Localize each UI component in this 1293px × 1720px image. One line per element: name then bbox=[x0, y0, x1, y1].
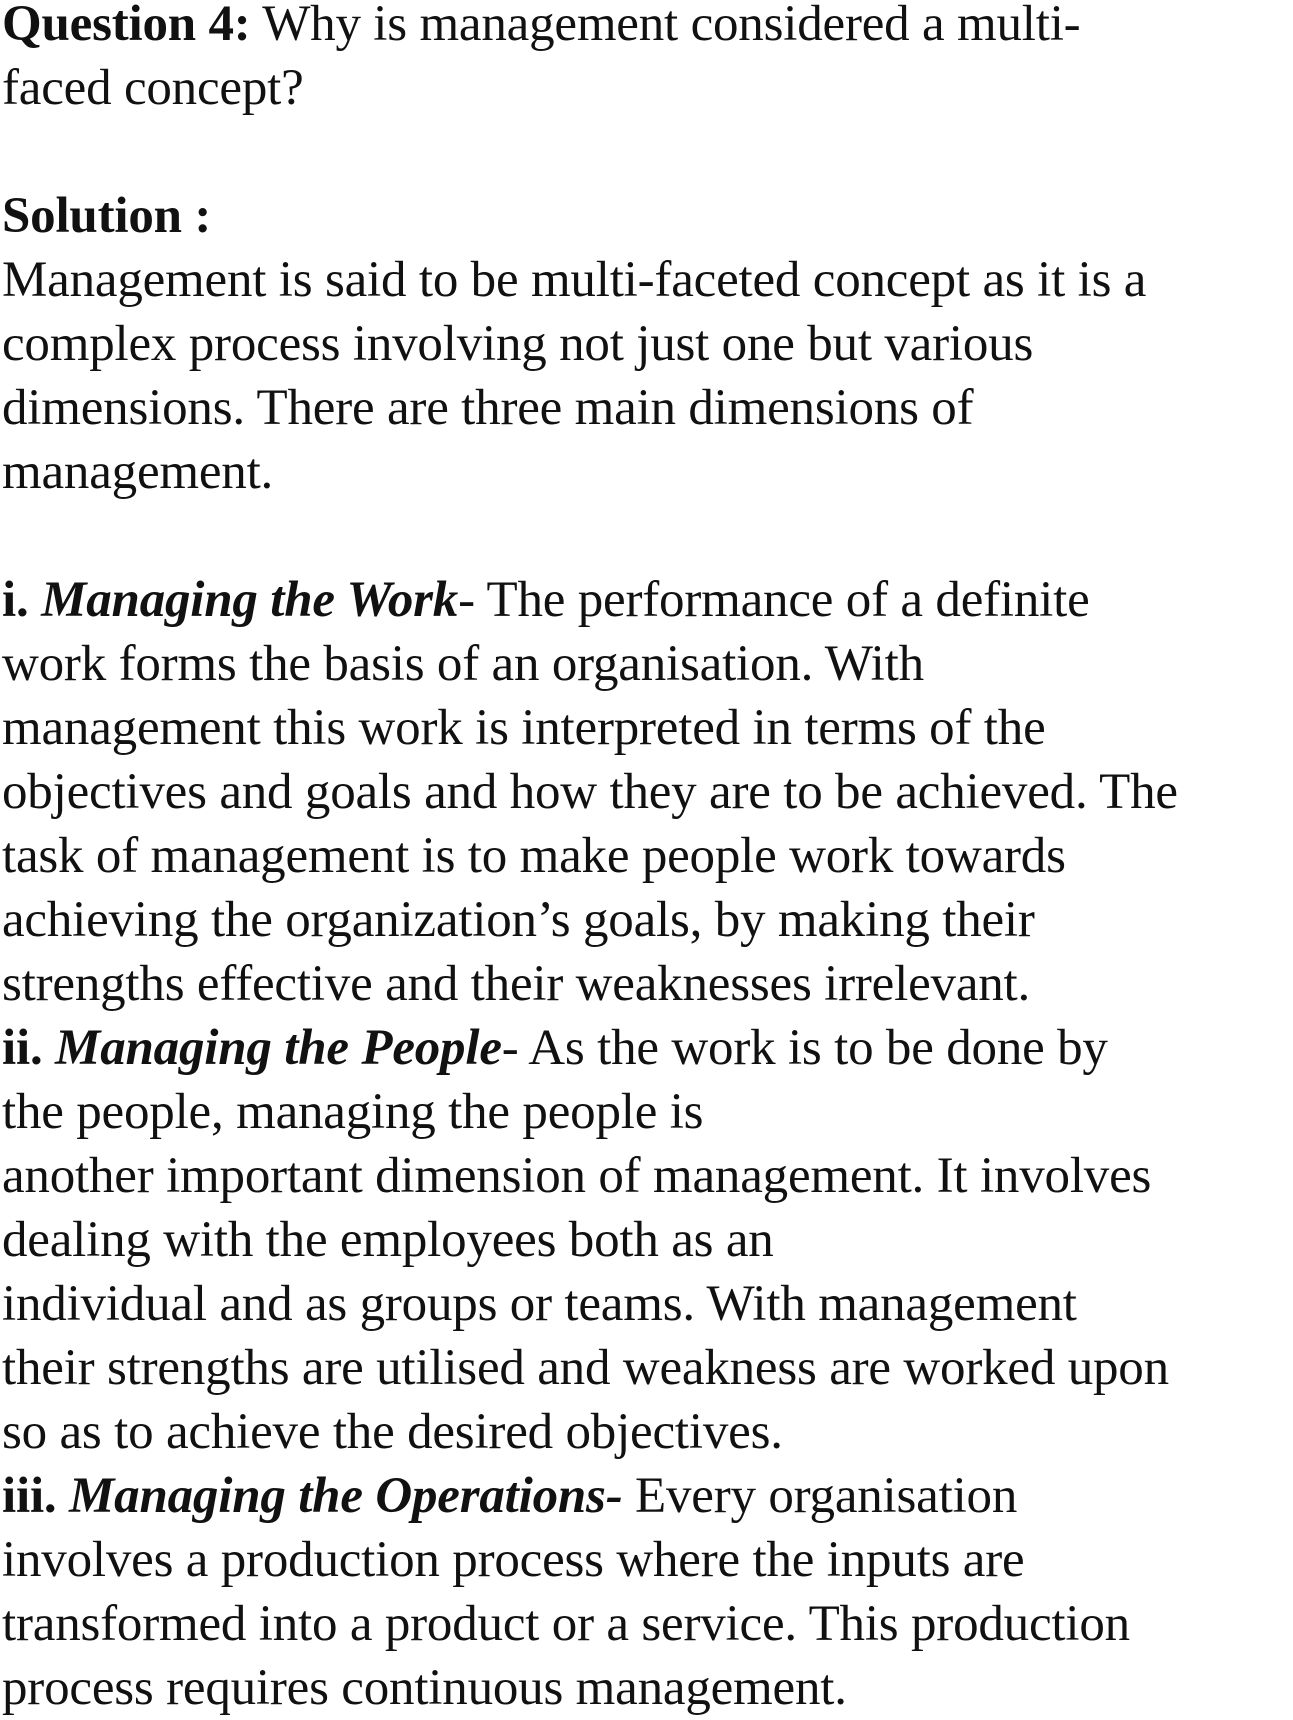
point-heading-line bbox=[2, 1464, 1287, 1528]
point-line: strengths effective and their weaknesses irrelevant. bbox=[2, 956, 1031, 1012]
spacer bbox=[2, 120, 1287, 184]
point-heading-line bbox=[2, 568, 1287, 632]
point-title: Managing the Work bbox=[41, 572, 459, 628]
point-heading-line bbox=[2, 1016, 1287, 1080]
intro-line: complex process involving not just one but various bbox=[2, 316, 1034, 372]
spacer bbox=[2, 504, 1287, 568]
question-text: Why is management considered a multi- bbox=[250, 0, 1081, 52]
point-numeral: i. bbox=[2, 572, 42, 628]
point-line: achieving the organization’s goals, by making their bbox=[2, 892, 1035, 948]
point-line: process requires continuous management. bbox=[2, 1660, 847, 1716]
point-numeral: iii. bbox=[2, 1468, 70, 1524]
point-line: transformed into a product or a service. This production bbox=[2, 1596, 1130, 1652]
intro-line: management. bbox=[2, 444, 274, 500]
point-line: individual and as groups or teams. With management bbox=[2, 1276, 1077, 1332]
question-line-1 bbox=[2, 0, 1287, 56]
point-first-line: The performance of a definite bbox=[474, 572, 1090, 628]
point-title: Managing the Operations- bbox=[69, 1468, 623, 1524]
intro-line: dimensions. There are three main dimensions of bbox=[2, 380, 974, 436]
point-first-line: As the work is to be done by bbox=[518, 1020, 1108, 1076]
question-line-2: faced concept? bbox=[2, 60, 304, 116]
document-page bbox=[2, 0, 1287, 1720]
point-line: their strengths are utilised and weakness are worked upon bbox=[2, 1340, 1169, 1396]
point-line: another important dimension of management. It involves bbox=[2, 1148, 1152, 1204]
point-line: task of management is to make people work towards bbox=[2, 828, 1066, 884]
point-first-line: Every organisation bbox=[622, 1468, 1018, 1524]
point-line: involves a production process where the inputs are bbox=[2, 1532, 1025, 1588]
point-line: objectives and goals and how they are to be achieved. The bbox=[2, 764, 1178, 820]
point-line: the people, managing the people is bbox=[2, 1084, 704, 1140]
point-line: dealing with the employees both as an bbox=[2, 1212, 774, 1268]
intro-line: Management is said to be multi-faceted concept as it is a bbox=[2, 252, 1147, 308]
point-line: work forms the basis of an organisation. With bbox=[2, 636, 924, 692]
point-line: so as to achieve the desired objectives. bbox=[2, 1404, 783, 1460]
point-dash: - bbox=[501, 1020, 519, 1076]
point-dash: - bbox=[458, 572, 475, 628]
solution-heading: Solution : bbox=[2, 188, 212, 244]
point-title: Managing the People bbox=[55, 1020, 502, 1076]
point-line: management this work is interpreted in terms of the bbox=[2, 700, 1046, 756]
question-label: Question 4: bbox=[2, 0, 251, 52]
point-numeral: ii. bbox=[2, 1020, 56, 1076]
